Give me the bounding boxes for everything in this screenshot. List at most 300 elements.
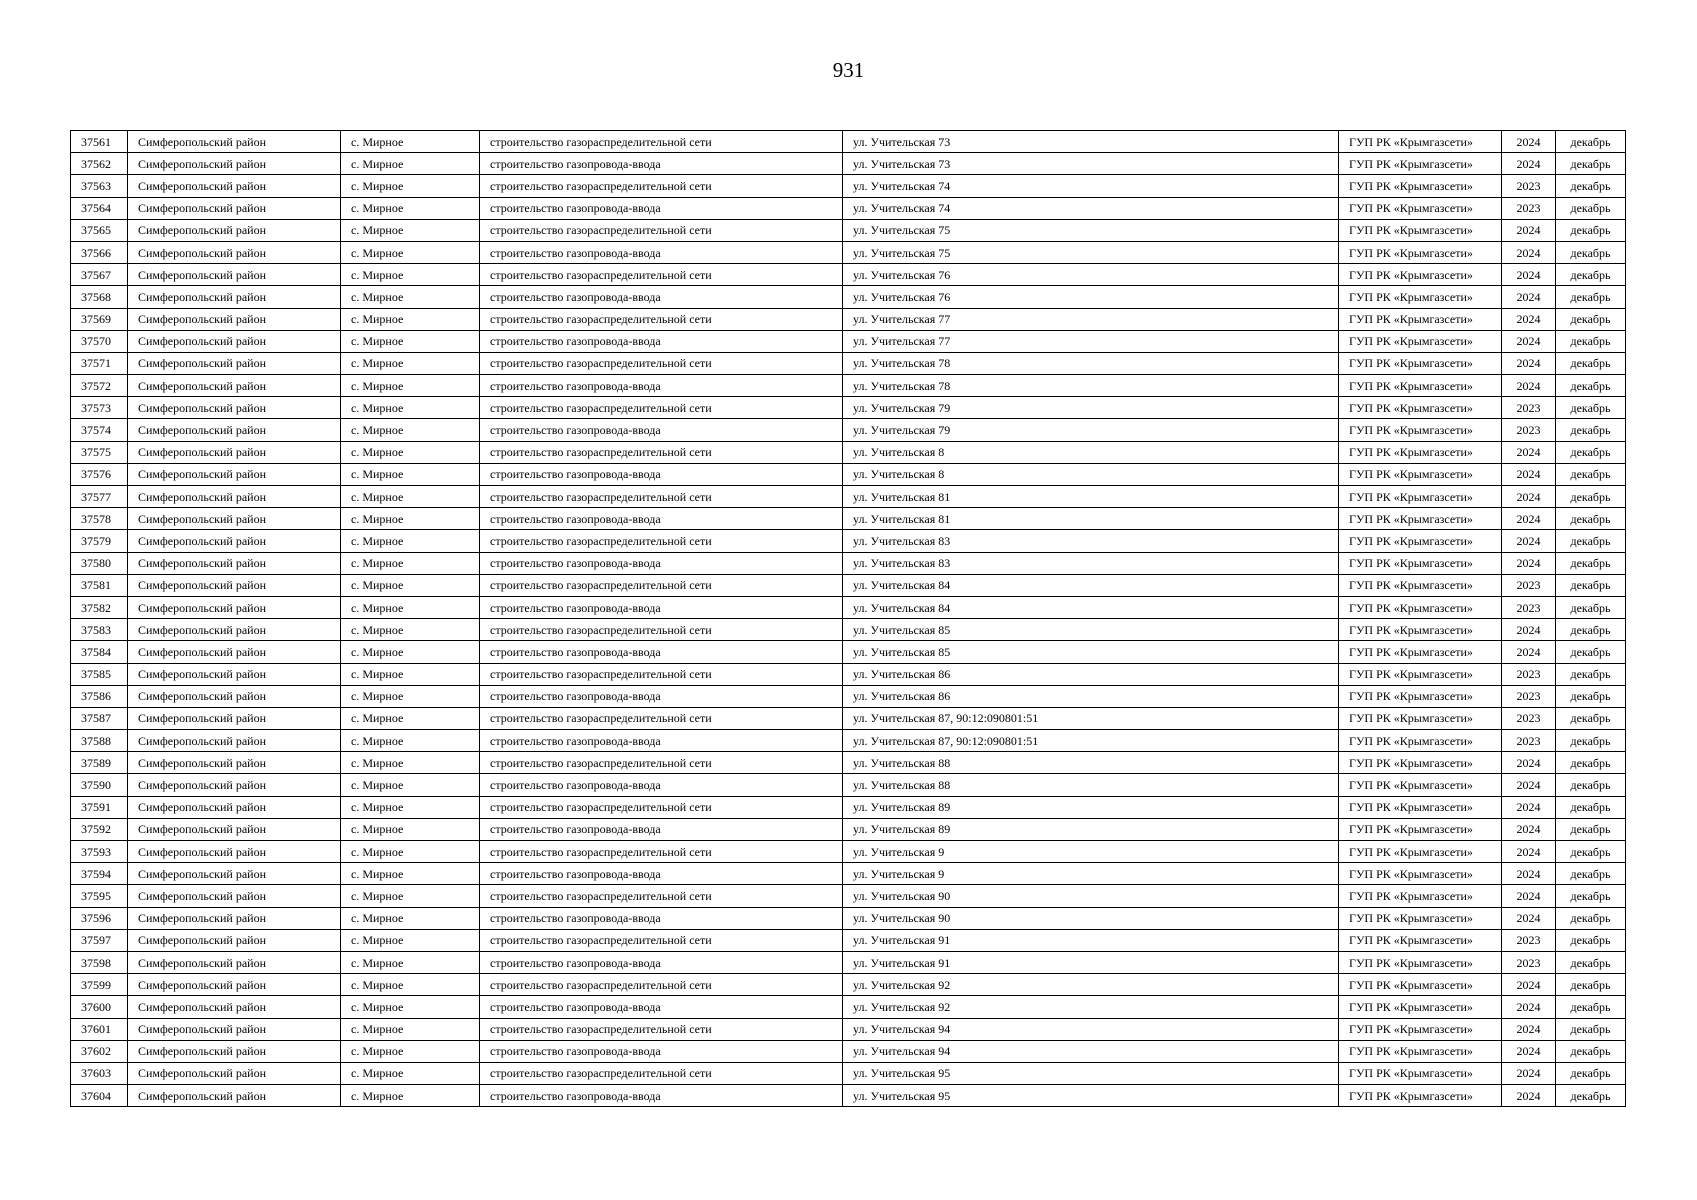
work-type-cell: строительство газораспределительной сети	[480, 1018, 843, 1040]
address-cell: ул. Учительская 84	[843, 574, 1339, 596]
month-cell: декабрь	[1556, 596, 1626, 618]
table-row	[71, 841, 1626, 863]
year-cell: 2024	[1502, 619, 1556, 641]
year-cell: 2024	[1502, 818, 1556, 840]
address-cell: ул. Учительская 81	[843, 508, 1339, 530]
district-cell: Симферопольский район	[128, 641, 341, 663]
settlement-cell: с. Мирное	[341, 397, 480, 419]
month-cell: декабрь	[1556, 796, 1626, 818]
year-cell: 2024	[1502, 330, 1556, 352]
organization-cell: ГУП РК «Крымгазсети»	[1339, 219, 1502, 241]
row-number-cell: 37561	[71, 131, 128, 153]
year-cell: 2024	[1502, 463, 1556, 485]
address-cell: ул. Учительская 88	[843, 774, 1339, 796]
organization-cell: ГУП РК «Крымгазсети»	[1339, 885, 1502, 907]
organization-cell: ГУП РК «Крымгазсети»	[1339, 596, 1502, 618]
year-cell: 2023	[1502, 574, 1556, 596]
settlement-cell: с. Мирное	[341, 1018, 480, 1040]
table-row	[71, 530, 1626, 552]
row-number-cell: 37567	[71, 264, 128, 286]
table-row	[71, 885, 1626, 907]
table-row	[71, 730, 1626, 752]
work-type-cell: строительство газопровода-ввода	[480, 375, 843, 397]
settlement-cell: с. Мирное	[341, 796, 480, 818]
month-cell: декабрь	[1556, 574, 1626, 596]
organization-cell: ГУП РК «Крымгазсети»	[1339, 951, 1502, 973]
work-type-cell: строительство газораспределительной сети	[480, 264, 843, 286]
address-cell: ул. Учительская 8	[843, 441, 1339, 463]
year-cell: 2024	[1502, 1085, 1556, 1107]
settlement-cell: с. Мирное	[341, 131, 480, 153]
row-number-cell: 37592	[71, 818, 128, 840]
work-type-cell: строительство газораспределительной сети	[480, 530, 843, 552]
address-cell: ул. Учительская 9	[843, 863, 1339, 885]
row-number-cell: 37598	[71, 951, 128, 973]
table-row	[71, 774, 1626, 796]
work-type-cell: строительство газопровода-ввода	[480, 1040, 843, 1062]
settlement-cell: с. Мирное	[341, 841, 480, 863]
organization-cell: ГУП РК «Крымгазсети»	[1339, 1085, 1502, 1107]
district-cell: Симферопольский район	[128, 796, 341, 818]
district-cell: Симферопольский район	[128, 397, 341, 419]
table-row	[71, 486, 1626, 508]
year-cell: 2024	[1502, 352, 1556, 374]
settlement-cell: с. Мирное	[341, 153, 480, 175]
organization-cell: ГУП РК «Крымгазсети»	[1339, 419, 1502, 441]
settlement-cell: с. Мирное	[341, 1085, 480, 1107]
row-number-cell: 37589	[71, 752, 128, 774]
month-cell: декабрь	[1556, 375, 1626, 397]
month-cell: декабрь	[1556, 1062, 1626, 1084]
organization-cell: ГУП РК «Крымгазсети»	[1339, 641, 1502, 663]
table-row	[71, 352, 1626, 374]
address-cell: ул. Учительская 95	[843, 1085, 1339, 1107]
table-row	[71, 1085, 1626, 1107]
district-cell: Симферопольский район	[128, 552, 341, 574]
settlement-cell: с. Мирное	[341, 863, 480, 885]
organization-cell: ГУП РК «Крымгазсети»	[1339, 131, 1502, 153]
row-number-cell: 37591	[71, 796, 128, 818]
month-cell: декабрь	[1556, 197, 1626, 219]
district-cell: Симферопольский район	[128, 774, 341, 796]
organization-cell: ГУП РК «Крымгазсети»	[1339, 574, 1502, 596]
table-row	[71, 796, 1626, 818]
district-cell: Симферопольский район	[128, 219, 341, 241]
organization-cell: ГУП РК «Крымгазсети»	[1339, 330, 1502, 352]
table-row	[71, 441, 1626, 463]
organization-cell: ГУП РК «Крымгазсети»	[1339, 752, 1502, 774]
organization-cell: ГУП РК «Крымгазсети»	[1339, 907, 1502, 929]
work-type-cell: строительство газопровода-ввода	[480, 774, 843, 796]
work-type-cell: строительство газораспределительной сети	[480, 841, 843, 863]
district-cell: Симферопольский район	[128, 1085, 341, 1107]
organization-cell: ГУП РК «Крымгазсети»	[1339, 486, 1502, 508]
month-cell: декабрь	[1556, 241, 1626, 263]
row-number-cell: 37578	[71, 508, 128, 530]
district-cell: Симферопольский район	[128, 463, 341, 485]
address-cell: ул. Учительская 92	[843, 974, 1339, 996]
month-cell: декабрь	[1556, 1085, 1626, 1107]
address-cell: ул. Учительская 95	[843, 1062, 1339, 1084]
organization-cell: ГУП РК «Крымгазсети»	[1339, 974, 1502, 996]
address-cell: ул. Учительская 94	[843, 1040, 1339, 1062]
address-cell: ул. Учительская 85	[843, 619, 1339, 641]
settlement-cell: с. Мирное	[341, 685, 480, 707]
row-number-cell: 37576	[71, 463, 128, 485]
year-cell: 2024	[1502, 153, 1556, 175]
year-cell: 2023	[1502, 730, 1556, 752]
work-type-cell: строительство газопровода-ввода	[480, 463, 843, 485]
table-row	[71, 241, 1626, 263]
settlement-cell: с. Мирное	[341, 508, 480, 530]
address-cell: ул. Учительская 76	[843, 264, 1339, 286]
table-row	[71, 308, 1626, 330]
work-type-cell: строительство газораспределительной сети	[480, 486, 843, 508]
month-cell: декабрь	[1556, 885, 1626, 907]
row-number-cell: 37565	[71, 219, 128, 241]
settlement-cell: с. Мирное	[341, 197, 480, 219]
row-number-cell: 37587	[71, 707, 128, 729]
table-row	[71, 907, 1626, 929]
work-type-cell: строительство газораспределительной сети	[480, 131, 843, 153]
row-number-cell: 37563	[71, 175, 128, 197]
work-type-cell: строительство газопровода-ввода	[480, 951, 843, 973]
month-cell: декабрь	[1556, 707, 1626, 729]
district-cell: Симферопольский район	[128, 685, 341, 707]
work-type-cell: строительство газопровода-ввода	[480, 996, 843, 1018]
month-cell: декабрь	[1556, 619, 1626, 641]
work-type-cell: строительство газопровода-ввода	[480, 552, 843, 574]
row-number-cell: 37599	[71, 974, 128, 996]
organization-cell: ГУП РК «Крымгазсети»	[1339, 796, 1502, 818]
district-cell: Симферопольский район	[128, 951, 341, 973]
row-number-cell: 37596	[71, 907, 128, 929]
month-cell: декабрь	[1556, 818, 1626, 840]
year-cell: 2023	[1502, 596, 1556, 618]
row-number-cell: 37584	[71, 641, 128, 663]
row-number-cell: 37573	[71, 397, 128, 419]
organization-cell: ГУП РК «Крымгазсети»	[1339, 153, 1502, 175]
district-cell: Симферопольский район	[128, 1040, 341, 1062]
organization-cell: ГУП РК «Крымгазсети»	[1339, 530, 1502, 552]
row-number-cell: 37568	[71, 286, 128, 308]
address-cell: ул. Учительская 73	[843, 153, 1339, 175]
work-type-cell: строительство газораспределительной сети	[480, 796, 843, 818]
address-cell: ул. Учительская 75	[843, 241, 1339, 263]
address-cell: ул. Учительская 79	[843, 397, 1339, 419]
year-cell: 2024	[1502, 530, 1556, 552]
settlement-cell: с. Мирное	[341, 219, 480, 241]
address-cell: ул. Учительская 90	[843, 885, 1339, 907]
month-cell: декабрь	[1556, 863, 1626, 885]
table-row	[71, 574, 1626, 596]
year-cell: 2024	[1502, 131, 1556, 153]
district-cell: Симферопольский район	[128, 619, 341, 641]
table-row	[71, 286, 1626, 308]
organization-cell: ГУП РК «Крымгазсети»	[1339, 929, 1502, 951]
month-cell: декабрь	[1556, 996, 1626, 1018]
month-cell: декабрь	[1556, 463, 1626, 485]
organization-cell: ГУП РК «Крымгазсети»	[1339, 1040, 1502, 1062]
address-cell: ул. Учительская 84	[843, 596, 1339, 618]
address-cell: ул. Учительская 9	[843, 841, 1339, 863]
year-cell: 2024	[1502, 552, 1556, 574]
address-cell: ул. Учительская 88	[843, 752, 1339, 774]
settlement-cell: с. Мирное	[341, 951, 480, 973]
organization-cell: ГУП РК «Крымгазсети»	[1339, 1018, 1502, 1040]
work-type-cell: строительство газораспределительной сети	[480, 885, 843, 907]
table-row	[71, 752, 1626, 774]
year-cell: 2023	[1502, 175, 1556, 197]
work-type-cell: строительство газопровода-ввода	[480, 685, 843, 707]
address-cell: ул. Учительская 83	[843, 552, 1339, 574]
organization-cell: ГУП РК «Крымгазсети»	[1339, 863, 1502, 885]
table-row	[71, 974, 1626, 996]
district-cell: Симферопольский район	[128, 1062, 341, 1084]
district-cell: Симферопольский район	[128, 131, 341, 153]
row-number-cell: 37569	[71, 308, 128, 330]
organization-cell: ГУП РК «Крымгазсети»	[1339, 397, 1502, 419]
year-cell: 2024	[1502, 508, 1556, 530]
month-cell: декабрь	[1556, 951, 1626, 973]
table-row	[71, 330, 1626, 352]
table-row	[71, 863, 1626, 885]
district-cell: Симферопольский район	[128, 863, 341, 885]
year-cell: 2024	[1502, 907, 1556, 929]
district-cell: Симферопольский район	[128, 974, 341, 996]
district-cell: Симферопольский район	[128, 707, 341, 729]
work-type-cell: строительство газопровода-ввода	[480, 1085, 843, 1107]
address-cell: ул. Учительская 78	[843, 375, 1339, 397]
table-row	[71, 219, 1626, 241]
table-row	[71, 1018, 1626, 1040]
month-cell: декабрь	[1556, 264, 1626, 286]
row-number-cell: 37593	[71, 841, 128, 863]
address-cell: ул. Учительская 90	[843, 907, 1339, 929]
month-cell: декабрь	[1556, 641, 1626, 663]
work-type-cell: строительство газопровода-ввода	[480, 419, 843, 441]
settlement-cell: с. Мирное	[341, 774, 480, 796]
work-type-cell: строительство газораспределительной сети	[480, 752, 843, 774]
organization-cell: ГУП РК «Крымгазсети»	[1339, 619, 1502, 641]
district-cell: Симферопольский район	[128, 530, 341, 552]
row-number-cell: 37575	[71, 441, 128, 463]
address-cell: ул. Учительская 94	[843, 1018, 1339, 1040]
month-cell: декабрь	[1556, 131, 1626, 153]
district-cell: Симферопольский район	[128, 286, 341, 308]
row-number-cell: 37585	[71, 663, 128, 685]
settlement-cell: с. Мирное	[341, 907, 480, 929]
table-row	[71, 153, 1626, 175]
work-type-cell: строительство газораспределительной сети	[480, 441, 843, 463]
work-type-cell: строительство газопровода-ввода	[480, 330, 843, 352]
address-cell: ул. Учительская 74	[843, 197, 1339, 219]
settlement-cell: с. Мирное	[341, 707, 480, 729]
settlement-cell: с. Мирное	[341, 530, 480, 552]
district-cell: Симферопольский район	[128, 197, 341, 219]
row-number-cell: 37570	[71, 330, 128, 352]
year-cell: 2024	[1502, 841, 1556, 863]
year-cell: 2024	[1502, 241, 1556, 263]
settlement-cell: с. Мирное	[341, 441, 480, 463]
district-cell: Симферопольский район	[128, 308, 341, 330]
district-cell: Симферопольский район	[128, 929, 341, 951]
district-cell: Симферопольский район	[128, 241, 341, 263]
address-cell: ул. Учительская 75	[843, 219, 1339, 241]
year-cell: 2024	[1502, 441, 1556, 463]
address-cell: ул. Учительская 73	[843, 131, 1339, 153]
work-type-cell: строительство газораспределительной сети	[480, 219, 843, 241]
table-row	[71, 264, 1626, 286]
row-number-cell: 37604	[71, 1085, 128, 1107]
month-cell: декабрь	[1556, 508, 1626, 530]
settlement-cell: с. Мирное	[341, 552, 480, 574]
month-cell: декабрь	[1556, 219, 1626, 241]
work-type-cell: строительство газопровода-ввода	[480, 641, 843, 663]
month-cell: декабрь	[1556, 330, 1626, 352]
row-number-cell: 37582	[71, 596, 128, 618]
organization-cell: ГУП РК «Крымгазсети»	[1339, 308, 1502, 330]
address-cell: ул. Учительская 81	[843, 486, 1339, 508]
district-cell: Симферопольский район	[128, 264, 341, 286]
work-type-cell: строительство газопровода-ввода	[480, 286, 843, 308]
year-cell: 2024	[1502, 974, 1556, 996]
row-number-cell: 37602	[71, 1040, 128, 1062]
address-cell: ул. Учительская 78	[843, 352, 1339, 374]
row-number-cell: 37586	[71, 685, 128, 707]
row-number-cell: 37577	[71, 486, 128, 508]
row-number-cell: 37580	[71, 552, 128, 574]
month-cell: декабрь	[1556, 486, 1626, 508]
table-row	[71, 641, 1626, 663]
work-type-cell: строительство газопровода-ввода	[480, 730, 843, 752]
settlement-cell: с. Мирное	[341, 264, 480, 286]
table-row	[71, 1040, 1626, 1062]
year-cell: 2024	[1502, 264, 1556, 286]
work-type-cell: строительство газопровода-ввода	[480, 863, 843, 885]
table-row	[71, 552, 1626, 574]
year-cell: 2023	[1502, 197, 1556, 219]
district-cell: Симферопольский район	[128, 996, 341, 1018]
organization-cell: ГУП РК «Крымгазсети»	[1339, 375, 1502, 397]
address-cell: ул. Учительская 79	[843, 419, 1339, 441]
row-number-cell: 37597	[71, 929, 128, 951]
work-type-cell: строительство газораспределительной сети	[480, 175, 843, 197]
address-cell: ул. Учительская 89	[843, 796, 1339, 818]
district-cell: Симферопольский район	[128, 1018, 341, 1040]
month-cell: декабрь	[1556, 153, 1626, 175]
district-cell: Симферопольский район	[128, 175, 341, 197]
month-cell: декабрь	[1556, 929, 1626, 951]
settlement-cell: с. Мирное	[341, 330, 480, 352]
table-row	[71, 131, 1626, 153]
district-cell: Симферопольский район	[128, 907, 341, 929]
year-cell: 2023	[1502, 951, 1556, 973]
address-cell: ул. Учительская 86	[843, 685, 1339, 707]
settlement-cell: с. Мирное	[341, 752, 480, 774]
district-cell: Симферопольский район	[128, 508, 341, 530]
settlement-cell: с. Мирное	[341, 1062, 480, 1084]
month-cell: декабрь	[1556, 530, 1626, 552]
year-cell: 2024	[1502, 1018, 1556, 1040]
settlement-cell: с. Мирное	[341, 619, 480, 641]
district-cell: Симферопольский район	[128, 352, 341, 374]
row-number-cell: 37601	[71, 1018, 128, 1040]
row-number-cell: 37579	[71, 530, 128, 552]
settlement-cell: с. Мирное	[341, 929, 480, 951]
year-cell: 2023	[1502, 397, 1556, 419]
table-row	[71, 197, 1626, 219]
month-cell: декабрь	[1556, 685, 1626, 707]
table-row	[71, 419, 1626, 441]
table-row	[71, 663, 1626, 685]
row-number-cell: 37564	[71, 197, 128, 219]
district-cell: Симферопольский район	[128, 752, 341, 774]
organization-cell: ГУП РК «Крымгазсети»	[1339, 818, 1502, 840]
year-cell: 2024	[1502, 486, 1556, 508]
settlement-cell: с. Мирное	[341, 996, 480, 1018]
organization-cell: ГУП РК «Крымгазсети»	[1339, 685, 1502, 707]
organization-cell: ГУП РК «Крымгазсети»	[1339, 996, 1502, 1018]
year-cell: 2024	[1502, 1062, 1556, 1084]
month-cell: декабрь	[1556, 974, 1626, 996]
year-cell: 2024	[1502, 375, 1556, 397]
settlement-cell: с. Мирное	[341, 574, 480, 596]
district-cell: Симферопольский район	[128, 730, 341, 752]
work-type-cell: строительство газопровода-ввода	[480, 907, 843, 929]
work-type-cell: строительство газопровода-ввода	[480, 508, 843, 530]
year-cell: 2024	[1502, 308, 1556, 330]
table-row	[71, 951, 1626, 973]
address-cell: ул. Учительская 92	[843, 996, 1339, 1018]
organization-cell: ГУП РК «Крымгазсети»	[1339, 197, 1502, 219]
organization-cell: ГУП РК «Крымгазсети»	[1339, 707, 1502, 729]
year-cell: 2023	[1502, 685, 1556, 707]
settlement-cell: с. Мирное	[341, 818, 480, 840]
district-cell: Симферопольский район	[128, 441, 341, 463]
row-number-cell: 37566	[71, 241, 128, 263]
district-cell: Симферопольский район	[128, 596, 341, 618]
row-number-cell: 37594	[71, 863, 128, 885]
organization-cell: ГУП РК «Крымгазсети»	[1339, 508, 1502, 530]
work-type-cell: строительство газораспределительной сети	[480, 929, 843, 951]
work-type-cell: строительство газопровода-ввода	[480, 818, 843, 840]
registry-table-body	[71, 131, 1626, 1107]
row-number-cell: 37574	[71, 419, 128, 441]
address-cell: ул. Учительская 87, 90:12:090801:51	[843, 707, 1339, 729]
year-cell: 2023	[1502, 663, 1556, 685]
month-cell: декабрь	[1556, 175, 1626, 197]
month-cell: декабрь	[1556, 1018, 1626, 1040]
organization-cell: ГУП РК «Крымгазсети»	[1339, 352, 1502, 374]
organization-cell: ГУП РК «Крымгазсети»	[1339, 552, 1502, 574]
row-number-cell: 37583	[71, 619, 128, 641]
settlement-cell: с. Мирное	[341, 463, 480, 485]
district-cell: Симферопольский район	[128, 330, 341, 352]
address-cell: ул. Учительская 86	[843, 663, 1339, 685]
settlement-cell: с. Мирное	[341, 1040, 480, 1062]
month-cell: декабрь	[1556, 286, 1626, 308]
month-cell: декабрь	[1556, 774, 1626, 796]
settlement-cell: с. Мирное	[341, 308, 480, 330]
table-row	[71, 818, 1626, 840]
registry-table	[70, 130, 1626, 1107]
table-row	[71, 1062, 1626, 1084]
settlement-cell: с. Мирное	[341, 730, 480, 752]
district-cell: Симферопольский район	[128, 885, 341, 907]
table-row	[71, 375, 1626, 397]
organization-cell: ГУП РК «Крымгазсети»	[1339, 286, 1502, 308]
